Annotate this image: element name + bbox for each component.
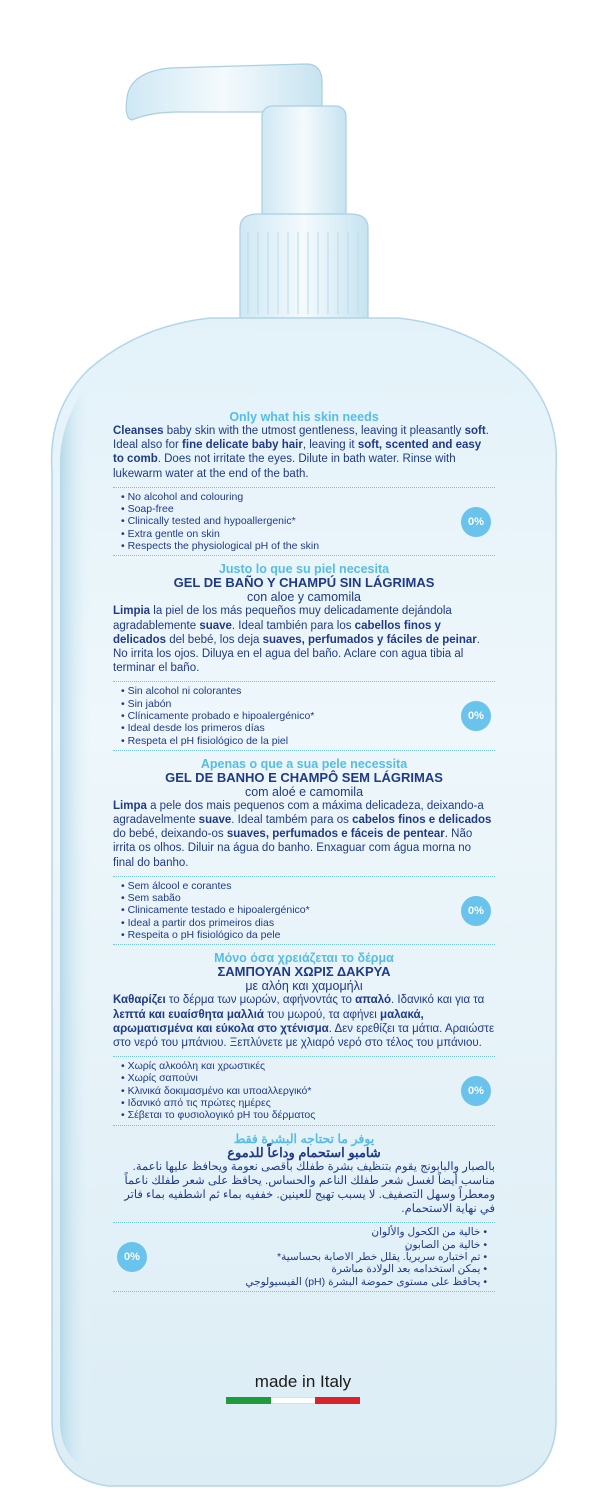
- portuguese-title: GEL DE BANHO E CHAMPÔ SEM LÁGRIMAS: [165, 769, 443, 785]
- portuguese-heading: Apenas o que a sua pele necessita: [200, 756, 408, 771]
- list-item: • Σέβεται το φυσιολογικό pH του δέρματος: [121, 1109, 491, 1121]
- spanish-heading: Justo lo que su piel necesita: [218, 562, 390, 577]
- list-item: • Ideal a partir dos primeiros dias: [121, 917, 491, 929]
- made-in-italy-text: made in Italy: [254, 1372, 352, 1391]
- spanish-title: GEL DE BAÑO Y CHAMPÚ SIN LÁGRIMAS: [173, 575, 435, 591]
- list-item: • Clinicamente testado e hipoalergénico*: [121, 904, 491, 916]
- list-item: • خالية من الصابون: [117, 1239, 487, 1251]
- list-item: • Respects the physiological pH of the skin: [121, 540, 491, 552]
- list-item: • Respeta el pH fisiológico de la piel: [121, 735, 491, 747]
- english-description: Cleanses baby skin with the utmost gentleness, leaving it pleasantly soft. Ideal also for fine delicate baby hair, leaving it soft, scented and easy to comb. Does not irritate the eyes. Dilute in bath water. Rinse with lukewarm water at the end of the bath.: [113, 425, 489, 480]
- list-item: • Extra gentle on skin: [121, 528, 491, 540]
- list-item: • تم اختباره سريرياً. يقلل خطر الاصابة بحساسية*: [117, 1251, 487, 1263]
- list-item: • Clínicamente probado e hipoalergénico*: [121, 710, 491, 722]
- zero-percent-badge: 0%: [461, 701, 491, 731]
- arabic-description: بالصبار والبابونج يقوم بتنظيف بشرة طفلك بأقصى نعومة ويحافظ عليها ناعمة. مناسب أيضاً لغسل شعر طفلك الناعم والحساس. يحافظ على شعر طفلك ناعماً ومعطراً وسهل التصفيف. لا يسبب تهيج للعينين. خففيه بماء ثم اشطفيه بماء فاتر في نهاية الاستحمام.: [124, 1160, 495, 1216]
- greek-title: ΣΑΜΠΟΥΑΝ ΧΩΡΙΣ ΔΑΚΡΥΑ: [217, 964, 391, 980]
- english-features-box: [113, 487, 495, 556]
- pump-collar: [240, 214, 368, 318]
- english-heading: Only what his skin needs: [229, 410, 379, 424]
- spanish-description: Limpia la piel de los más pequeños muy delicadamente dejándola agradablemente suave. Ideal también para los cabellos finos y delicados del bebé, los deja suaves, perfumados y fáciles de peinar. No irrita los ojos. Diluya en el agua del baño. Aclare con agua tibia al terminar el baño.: [113, 605, 480, 675]
- italian-flag-stripe: [226, 1397, 360, 1404]
- list-item: • Sin alcohol ni colorantes: [121, 685, 491, 697]
- list-item: • يمكن استخدامه بعد الولادة مباشرة: [117, 1263, 487, 1275]
- list-item: • يحافظ على مستوى حموضة البشرة (pH) الفيسيولوجي: [117, 1276, 487, 1288]
- flag-white-stripe: [271, 1397, 316, 1404]
- portuguese-description: Limpa a pele dos mais pequenos com a máxima delicadeza, deixando-a agradavelmente suave. Ideal também para os cabelos finos e delicados do bebé, deixando-os suaves, perfumados e fáceis de pentear. Não irrita os olhos. Diluir na água do banho. Enxaguar com água morna no final do banho.: [113, 799, 492, 869]
- list-item: • Ideal desde los primeros días: [121, 722, 491, 734]
- arabic-heading: يوفر ما تحتاجه البشرة فقط: [233, 1131, 375, 1146]
- spanish-subtitle: con aloe y camomila: [247, 590, 361, 605]
- arabic-title: شامبو استحمام وداعاً للدموع: [227, 1144, 381, 1160]
- list-item: • Ιδανικό από τις πρώτες ημέρες: [121, 1097, 491, 1109]
- pump-head: [262, 106, 346, 226]
- zero-percent-badge: 0%: [461, 1076, 491, 1106]
- list-item: • Sem álcool e corantes: [121, 880, 491, 892]
- list-item: • Clinically tested and hypoallergenic*: [121, 515, 491, 527]
- list-item: • Sem sabão: [121, 892, 491, 904]
- greek-description: Καθαρίζει το δέρμα των μωρών, αφήνοντάς το απαλό. Ιδανικό και για τα λεπτά και ευαίσθητα μαλλιά του μωρού, τα αφήνει μαλακά, αρωματισμένα και εύκολα στο χτένισμα. Δεν ερεθίζει τα μάτια. Αραιώστε στο νερό του μπάνιου. Ξεπλύνετε με χλιαρό νερό στο τέλος του μπάνιου.: [113, 994, 495, 1049]
- list-item: • Respeita o pH fisiológico da pele: [121, 929, 491, 941]
- spanish-features-box: [113, 681, 495, 750]
- portuguese-features-box: [113, 876, 495, 945]
- portuguese-subtitle: com aloé e camomila: [244, 784, 364, 799]
- zero-percent-badge: 0%: [461, 896, 491, 926]
- zero-percent-badge: 0%: [461, 507, 491, 537]
- list-item: • Χωρίς σαπούνι: [121, 1072, 491, 1084]
- list-item: • Sin jabón: [121, 698, 491, 710]
- list-item: • Soap-free: [121, 503, 491, 515]
- greek-subtitle: με αλόη και χαμομήλι: [245, 979, 363, 994]
- list-item: • Κλινικά δοκιμασμένο και υποαλλεργικό*: [121, 1085, 491, 1097]
- greek-features-box: [113, 1056, 495, 1125]
- arabic-features-box: [113, 1222, 495, 1291]
- zero-percent-badge: 0%: [117, 1242, 147, 1272]
- list-item: • No alcohol and colouring: [121, 491, 491, 503]
- list-item: • Χωρίς αλκοόλη και χρωστικές: [121, 1060, 491, 1072]
- greek-heading: Μόνο όσα χρειάζεται το δέρμα: [214, 951, 394, 966]
- flag-green-stripe: [226, 1397, 271, 1404]
- list-item: • خالية من الكحول والألوان: [117, 1226, 487, 1238]
- label-panel: [113, 410, 495, 1298]
- flag-red-stripe: [315, 1397, 360, 1404]
